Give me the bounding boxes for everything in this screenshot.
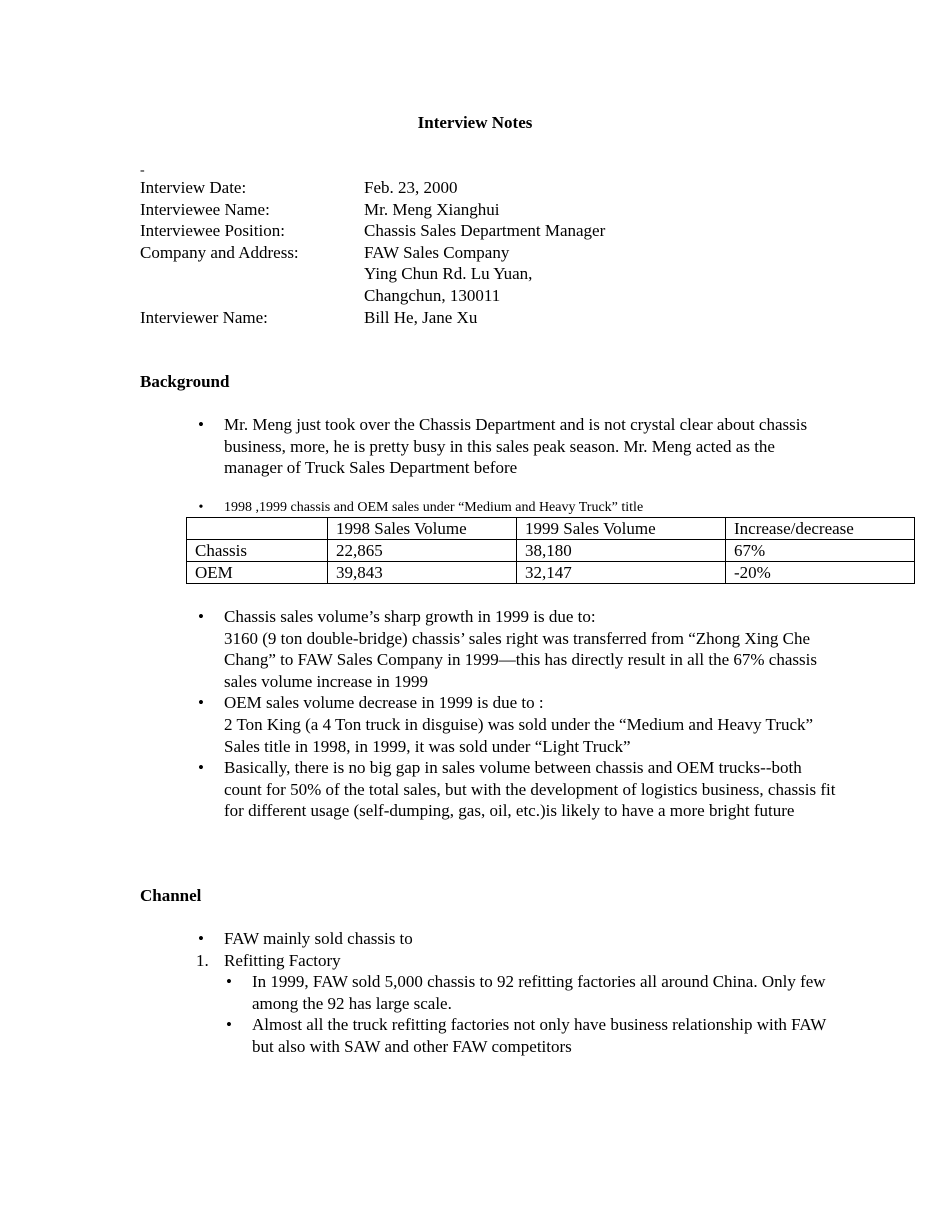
dash-mark: - — [140, 163, 145, 178]
info-value: Feb. 23, 2000 — [364, 178, 458, 197]
document-title: Interview Notes — [417, 113, 533, 132]
table-header-cell: 1998 Sales Volume — [328, 518, 517, 540]
bullet-text: FAW mainly sold chassis to — [224, 929, 413, 948]
info-row-position — [140, 220, 605, 242]
bullet-icon: • — [198, 693, 204, 713]
info-label: Interviewee Name: — [140, 199, 270, 219]
table-header-cell — [187, 518, 328, 540]
table-cell: 67% — [726, 540, 915, 562]
interview-info — [140, 177, 605, 328]
bullet-icon: • — [198, 415, 204, 434]
info-row-address-2 — [140, 285, 605, 307]
numbered-item-label: Refitting Factory — [224, 950, 341, 970]
list-item — [196, 499, 836, 517]
info-label — [140, 263, 364, 285]
info-label: Interviewer Name: — [140, 307, 268, 327]
background-bullet-list-1 — [196, 414, 836, 479]
info-value: Chassis Sales Department Manager — [364, 221, 606, 241]
info-label: Interviewee Position: — [140, 221, 285, 241]
info-label — [140, 285, 364, 307]
info-row-interviewer — [140, 307, 605, 329]
bullet-icon: • — [198, 929, 204, 948]
table-cell: 38,180 — [517, 540, 726, 562]
table-header-cell: 1999 Sales Volume — [517, 518, 726, 540]
list-item — [196, 757, 836, 822]
info-row-interviewee-name — [140, 199, 605, 221]
channel-bullet-list — [196, 928, 836, 1058]
list-item — [196, 606, 836, 692]
channel-heading: Channel — [140, 886, 202, 905]
info-row-company — [140, 242, 605, 264]
info-value: Ying Chun Rd. Lu Yuan, — [364, 264, 533, 284]
list-item — [196, 692, 836, 757]
table-header-cell: Increase/decrease — [726, 518, 915, 540]
background-bullet-list-2 — [196, 606, 836, 822]
bullet-text: 3160 (9 ton double-bridge) chassis’ sales right was transferred from “Zhong Xing Che Chang” to FAW Sales Company in 1999—this has directly result in all the 67% chassis sales volume increase in 1999 — [224, 628, 817, 691]
sales-table — [186, 517, 915, 584]
background-heading: Background — [140, 372, 230, 391]
bullet-icon: • — [198, 500, 204, 515]
table-cell: Chassis — [187, 540, 328, 562]
bullet-text: In 1999, FAW sold 5,000 chassis to 92 refitting factories all around China. Only few among the 92 has large scale. — [252, 972, 826, 1013]
table-caption-list — [196, 499, 836, 517]
info-value: Changchun, 130011 — [364, 285, 501, 305]
list-number: 1. — [196, 950, 209, 970]
info-value: FAW Sales Company — [364, 242, 510, 262]
bullet-icon: • — [226, 1015, 232, 1035]
table-cell: 22,865 — [328, 540, 517, 562]
table-caption: 1998 ,1999 chassis and OEM sales under “Medium and Heavy Truck” title — [224, 500, 644, 515]
table-header-row — [187, 518, 915, 540]
info-label: Interview Date: — [140, 178, 247, 197]
list-item — [196, 928, 836, 950]
bullet-icon: • — [198, 607, 204, 626]
bullet-text: Mr. Meng just took over the Chassis Department and is not crystal clear about chassis business, more, he is pretty busy in this sales peak season. Mr. Meng acted as the manager of Truck Sales Department before — [224, 415, 808, 478]
info-value: Bill He, Jane Xu — [364, 307, 478, 327]
list-item — [196, 414, 836, 479]
info-value: Mr. Meng Xianghui — [364, 199, 500, 219]
bullet-icon: • — [226, 972, 232, 992]
list-item — [224, 971, 836, 1014]
bullet-text: Almost all the truck refitting factories not only have business relationship with FAW but also with SAW and other FAW competitors — [252, 1015, 827, 1056]
list-item — [224, 1014, 836, 1057]
table-row — [187, 562, 915, 584]
table-cell: -20% — [726, 562, 915, 584]
table-cell: 39,843 — [328, 562, 517, 584]
numbered-item — [196, 950, 836, 1058]
bullet-icon: • — [198, 758, 204, 778]
table-cell: OEM — [187, 562, 328, 584]
table-row — [187, 540, 915, 562]
info-label: Company and Address: — [140, 242, 299, 262]
bullet-text: Chassis sales volume’s sharp growth in 1999 is due to: — [224, 607, 596, 626]
bullet-text: 2 Ton King (a 4 Ton truck in disguise) was sold under the “Medium and Heavy Truck” Sales title in 1998, in 1999, it was sold under “Light Truck” — [224, 714, 814, 756]
info-row-date — [140, 177, 605, 199]
bullet-text: OEM sales volume decrease in 1999 is due to : — [224, 693, 544, 713]
table-cell: 32,147 — [517, 562, 726, 584]
info-row-address-1 — [140, 263, 605, 285]
bullet-text: Basically, there is no big gap in sales volume between chassis and OEM trucks--both count for 50% of the total sales, but with the development of logistics business, chassis fit for different usage (self-dumping, gas, oil, etc.)is likely to have a more bright future — [224, 758, 836, 821]
sub-bullet-list — [196, 971, 836, 1057]
